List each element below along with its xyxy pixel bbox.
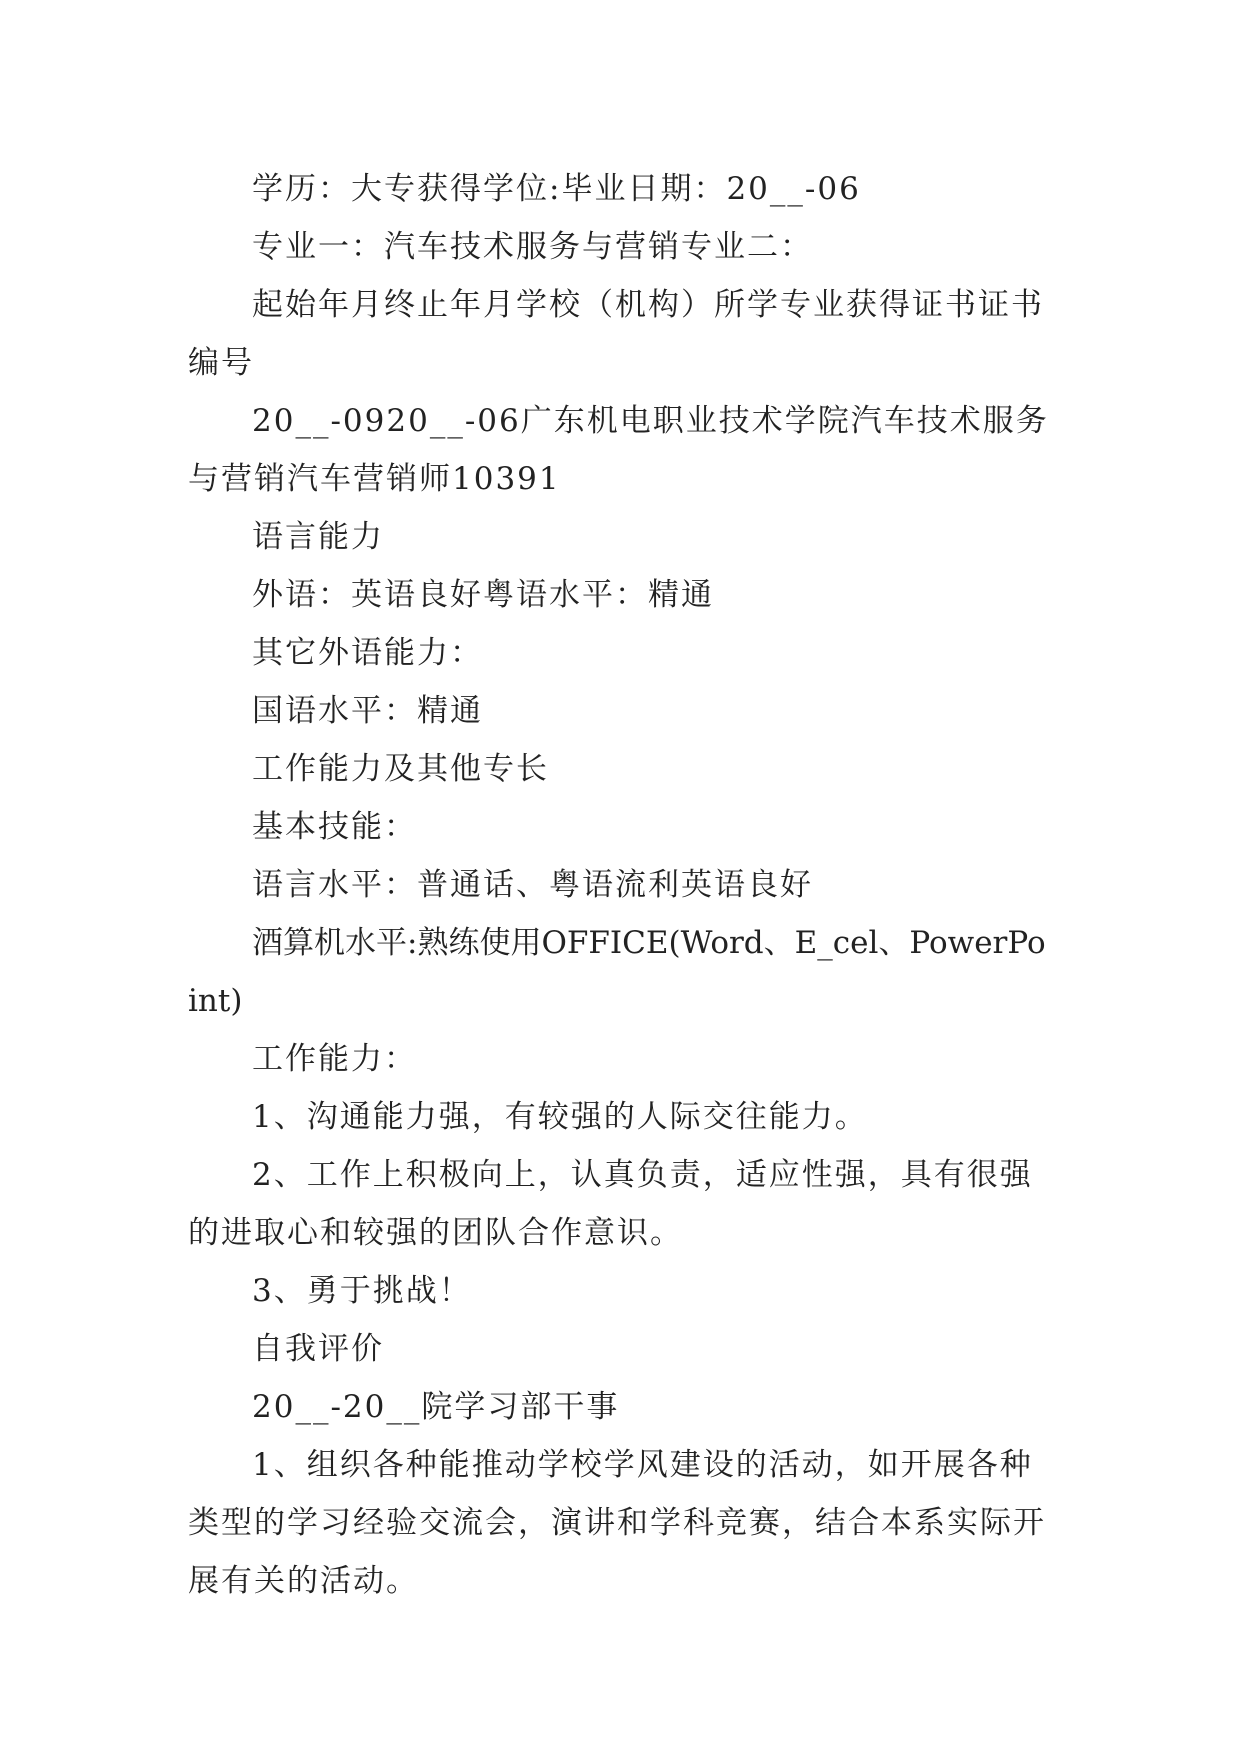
paragraph-foreign-language: 外语：英语良好粤语水平：精通: [252, 577, 714, 613]
paragraph-education-record: 20__-0920__-06广东机电职业技术学院汽车技术服务与营销汽车营销师10391: [188, 403, 1049, 497]
paragraph-computer-level: 酒算机水平:熟练使用OFFICE(Word、E_cel、PowerPoint): [188, 925, 1046, 1019]
heading-work-ability: 工作能力及其他专长: [252, 751, 549, 787]
document-body: [188, 160, 1054, 1610]
heading-work-capability: 工作能力：: [252, 1041, 417, 1077]
paragraph-education: 学历：大专获得学位:毕业日期：20__-06: [252, 171, 861, 207]
list-item-communication: 1、沟通能力强，有较强的人际交往能力。: [252, 1099, 868, 1135]
paragraph-other-language: 其它外语能力：: [252, 635, 483, 671]
list-item-challenge: 3、勇于挑战！: [252, 1273, 472, 1309]
paragraph-position: 20__-20__院学习部干事: [252, 1389, 620, 1425]
heading-basic-skills: 基本技能：: [252, 809, 417, 845]
list-item-attitude: 2、工作上积极向上，认真负责，适应性强，具有很强的进取心和较强的团队合作意识。: [188, 1157, 1033, 1251]
paragraph-education-header: 起始年月终止年月学校（机构）所学专业获得证书证书编号: [188, 287, 1044, 381]
list-item-activities: 1、组织各种能推动学校学风建设的活动，如开展各种类型的学习经验交流会，演讲和学科竞赛，结合本系实际开展有关的活动。: [188, 1447, 1046, 1599]
heading-self-evaluation: 自我评价: [252, 1331, 384, 1367]
paragraph-major: 专业一：汽车技术服务与营销专业二：: [252, 229, 813, 265]
paragraph-language-level: 语言水平：普通话、粤语流利英语良好: [252, 867, 813, 903]
heading-language-ability: 语言能力: [252, 519, 384, 555]
paragraph-mandarin-level: 国语水平：精通: [252, 693, 483, 729]
